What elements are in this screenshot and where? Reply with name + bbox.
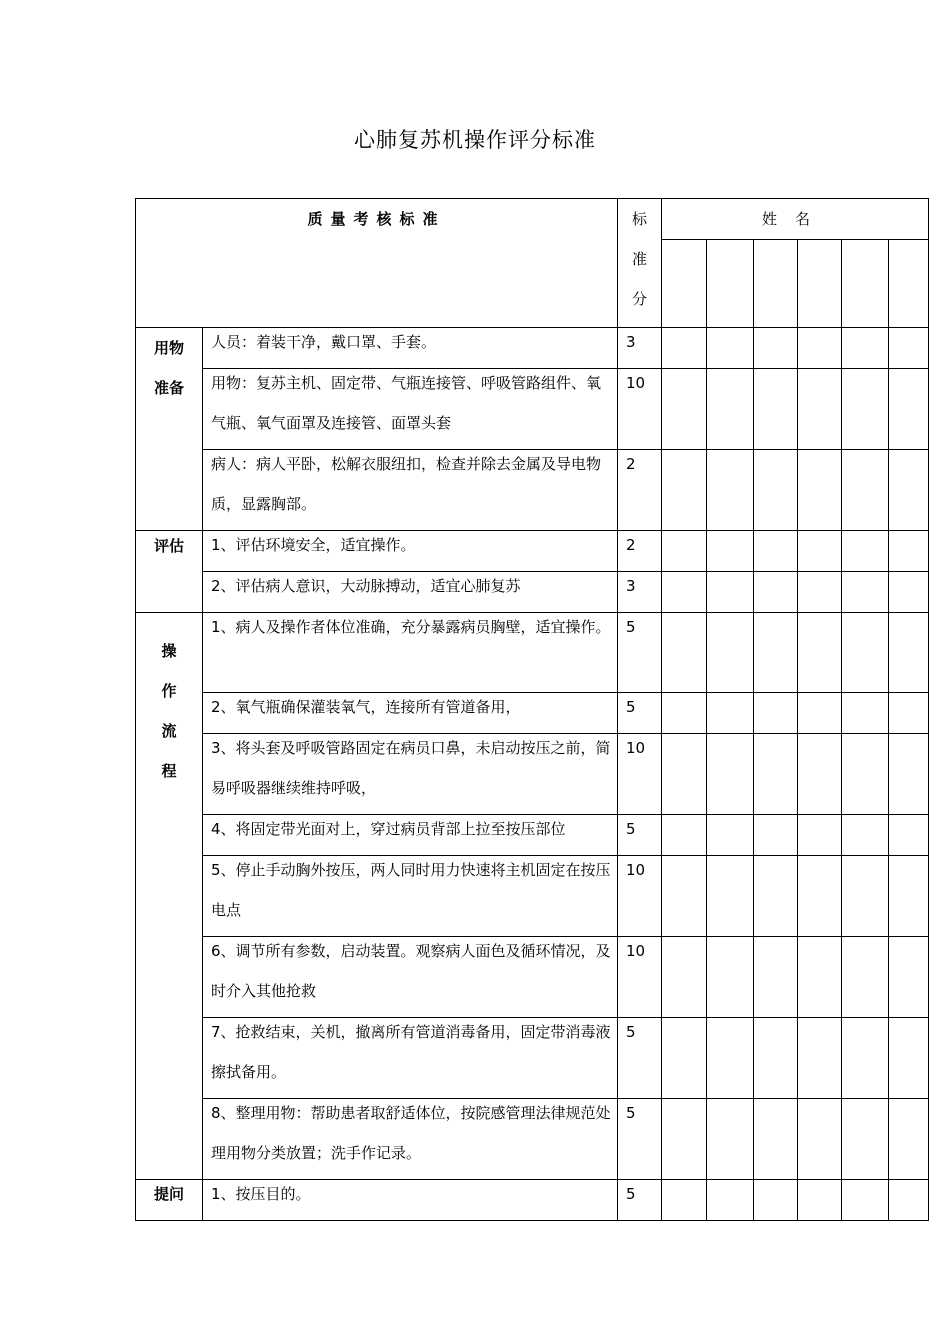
standard-score: 10 bbox=[618, 937, 662, 1018]
score-cell[interactable] bbox=[842, 734, 889, 815]
score-cell[interactable] bbox=[889, 734, 929, 815]
criteria-item: 5、停止手动胸外按压，两人同时用力快速将主机固定在按压电点 bbox=[203, 856, 618, 937]
score-cell[interactable] bbox=[707, 1018, 754, 1099]
score-cell[interactable] bbox=[707, 1180, 754, 1221]
score-cell[interactable] bbox=[842, 937, 889, 1018]
criteria-item: 4、将固定带光面对上，穿过病员背部上拉至按压部位 bbox=[203, 815, 618, 856]
score-cell[interactable] bbox=[798, 693, 842, 734]
section-label-line: 操 bbox=[161, 642, 177, 660]
score-cell[interactable] bbox=[842, 1180, 889, 1221]
score-cell[interactable] bbox=[754, 572, 798, 613]
name-cell[interactable] bbox=[842, 240, 889, 328]
score-cell[interactable] bbox=[707, 856, 754, 937]
score-cell[interactable] bbox=[842, 1018, 889, 1099]
score-cell[interactable] bbox=[662, 1180, 707, 1221]
name-cell[interactable] bbox=[798, 240, 842, 328]
score-cell[interactable] bbox=[842, 856, 889, 937]
score-cell[interactable] bbox=[662, 856, 707, 937]
score-cell[interactable] bbox=[662, 693, 707, 734]
section-label-line: 评估 bbox=[153, 537, 184, 555]
score-cell[interactable] bbox=[662, 1099, 707, 1180]
score-cell[interactable] bbox=[889, 693, 929, 734]
score-cell[interactable] bbox=[798, 450, 842, 531]
score-cell[interactable] bbox=[707, 531, 754, 572]
score-cell[interactable] bbox=[707, 815, 754, 856]
score-cell[interactable] bbox=[662, 328, 707, 369]
section-label-line: 用物 bbox=[153, 339, 184, 357]
standard-score: 5 bbox=[618, 1180, 662, 1221]
standard-score: 5 bbox=[618, 693, 662, 734]
section-label-assessment bbox=[136, 531, 203, 613]
score-cell[interactable] bbox=[889, 1018, 929, 1099]
section-label-line: 作 bbox=[161, 682, 177, 700]
score-cell[interactable] bbox=[798, 856, 842, 937]
score-cell[interactable] bbox=[798, 1180, 842, 1221]
scoring-table bbox=[135, 198, 929, 1221]
score-cell[interactable] bbox=[889, 1180, 929, 1221]
criteria-item: 病人：病人平卧，松解衣服纽扣，检查并除去金属及导电物质，显露胸部。 bbox=[203, 450, 618, 531]
score-cell[interactable] bbox=[889, 937, 929, 1018]
score-cell[interactable] bbox=[707, 937, 754, 1018]
score-cell[interactable] bbox=[798, 328, 842, 369]
standard-score: 3 bbox=[618, 328, 662, 369]
criteria-item: 2、氧气瓶确保灌装氧气，连接所有管道备用， bbox=[203, 693, 618, 734]
standard-score: 10 bbox=[618, 856, 662, 937]
score-cell[interactable] bbox=[889, 815, 929, 856]
score-cell[interactable] bbox=[889, 450, 929, 531]
score-cell[interactable] bbox=[662, 572, 707, 613]
criteria-item: 1、评估环境安全，适宜操作。 bbox=[203, 531, 618, 572]
score-cell[interactable] bbox=[798, 531, 842, 572]
score-cell[interactable] bbox=[662, 369, 707, 450]
name-cell[interactable] bbox=[662, 240, 707, 328]
score-cell[interactable] bbox=[842, 613, 889, 693]
score-cell[interactable] bbox=[889, 1099, 929, 1180]
score-cell[interactable] bbox=[707, 328, 754, 369]
name-cell[interactable] bbox=[707, 240, 754, 328]
score-cell[interactable] bbox=[842, 531, 889, 572]
section-label-procedure bbox=[136, 613, 203, 1180]
name-header: 姓名 bbox=[662, 199, 929, 240]
score-cell[interactable] bbox=[842, 815, 889, 856]
score-cell[interactable] bbox=[798, 572, 842, 613]
standard-score: 2 bbox=[618, 450, 662, 531]
score-cell[interactable] bbox=[707, 734, 754, 815]
score-cell[interactable] bbox=[754, 937, 798, 1018]
section-label-questions bbox=[136, 1180, 203, 1221]
criteria-item: 3、将头套及呼吸管路固定在病员口鼻，未启动按压之前，简易呼吸器继续维持呼吸， bbox=[203, 734, 618, 815]
section-label-line: 提问 bbox=[153, 1185, 184, 1203]
standard-score: 10 bbox=[618, 369, 662, 450]
score-cell[interactable] bbox=[798, 613, 842, 693]
score-cell[interactable] bbox=[798, 369, 842, 450]
score-cell[interactable] bbox=[754, 1180, 798, 1221]
score-cell[interactable] bbox=[754, 734, 798, 815]
criteria-item: 7、抢救结束，关机，撤离所有管道消毒备用，固定带消毒液擦拭备用。 bbox=[203, 1018, 618, 1099]
criteria-item: 1、按压目的。 bbox=[203, 1180, 618, 1221]
score-cell[interactable] bbox=[662, 613, 707, 693]
score-cell[interactable] bbox=[798, 1099, 842, 1180]
score-cell[interactable] bbox=[662, 531, 707, 572]
score-cell[interactable] bbox=[798, 1018, 842, 1099]
criteria-header: 质量考核标准 bbox=[136, 199, 618, 328]
score-cell[interactable] bbox=[889, 531, 929, 572]
score-cell[interactable] bbox=[842, 693, 889, 734]
standard-score: 5 bbox=[618, 613, 662, 693]
score-cell[interactable] bbox=[707, 450, 754, 531]
section-label-line: 程 bbox=[161, 762, 177, 780]
standard-score-header bbox=[618, 199, 662, 328]
criteria-item: 1、病人及操作者体位准确，充分暴露病员胸壁，适宜操作。 bbox=[203, 613, 618, 693]
score-cell[interactable] bbox=[842, 572, 889, 613]
standard-score: 3 bbox=[618, 572, 662, 613]
standard-score: 10 bbox=[618, 734, 662, 815]
score-cell[interactable] bbox=[754, 1099, 798, 1180]
score-cell[interactable] bbox=[798, 937, 842, 1018]
criteria-item: 用物：复苏主机、固定带、气瓶连接管、呼吸管路组件、氧气瓶、氧气面罩及连接管、面罩头套 bbox=[203, 369, 618, 450]
score-cell[interactable] bbox=[842, 328, 889, 369]
score-cell[interactable] bbox=[889, 856, 929, 937]
name-cell[interactable] bbox=[889, 240, 929, 328]
standard-score-char: 分 bbox=[631, 290, 647, 308]
criteria-item: 人员：着装干净，戴口罩、手套。 bbox=[203, 328, 618, 369]
section-label-line: 流 bbox=[161, 722, 177, 740]
score-cell[interactable] bbox=[889, 328, 929, 369]
standard-score: 5 bbox=[618, 815, 662, 856]
standard-score: 2 bbox=[618, 531, 662, 572]
score-cell[interactable] bbox=[754, 531, 798, 572]
score-cell[interactable] bbox=[754, 856, 798, 937]
score-cell[interactable] bbox=[754, 693, 798, 734]
criteria-item: 8、整理用物：帮助患者取舒适体位，按院感管理法律规范处理用物分类放置；洗手作记录。 bbox=[203, 1099, 618, 1180]
score-cell[interactable] bbox=[754, 1018, 798, 1099]
section-label-line: 准备 bbox=[153, 379, 184, 397]
standard-score-char: 标 bbox=[631, 210, 647, 228]
standard-score: 5 bbox=[618, 1099, 662, 1180]
name-cell[interactable] bbox=[754, 240, 798, 328]
criteria-item: 2、评估病人意识，大动脉搏动，适宜心肺复苏 bbox=[203, 572, 618, 613]
score-cell[interactable] bbox=[662, 450, 707, 531]
score-cell[interactable] bbox=[707, 369, 754, 450]
score-cell[interactable] bbox=[798, 815, 842, 856]
score-cell[interactable] bbox=[707, 1099, 754, 1180]
score-cell[interactable] bbox=[754, 369, 798, 450]
score-cell[interactable] bbox=[754, 613, 798, 693]
score-cell[interactable] bbox=[842, 369, 889, 450]
score-cell[interactable] bbox=[707, 572, 754, 613]
section-label-preparation bbox=[136, 328, 203, 531]
score-cell[interactable] bbox=[889, 572, 929, 613]
score-cell[interactable] bbox=[662, 937, 707, 1018]
score-cell[interactable] bbox=[662, 815, 707, 856]
score-cell[interactable] bbox=[754, 450, 798, 531]
standard-score: 5 bbox=[618, 1018, 662, 1099]
score-cell[interactable] bbox=[662, 734, 707, 815]
score-cell[interactable] bbox=[707, 693, 754, 734]
score-cell[interactable] bbox=[842, 1099, 889, 1180]
score-cell[interactable] bbox=[754, 815, 798, 856]
score-cell[interactable] bbox=[889, 369, 929, 450]
score-cell[interactable] bbox=[707, 613, 754, 693]
standard-score-char: 准 bbox=[631, 250, 647, 268]
page-title: 心肺复苏机操作评分标准 bbox=[354, 128, 596, 152]
score-cell[interactable] bbox=[754, 328, 798, 369]
score-cell[interactable] bbox=[842, 450, 889, 531]
score-cell[interactable] bbox=[889, 613, 929, 693]
score-cell[interactable] bbox=[662, 1018, 707, 1099]
criteria-item: 6、调节所有参数，启动装置。观察病人面色及循环情况，及时介入其他抢救 bbox=[203, 937, 618, 1018]
score-cell[interactable] bbox=[798, 734, 842, 815]
